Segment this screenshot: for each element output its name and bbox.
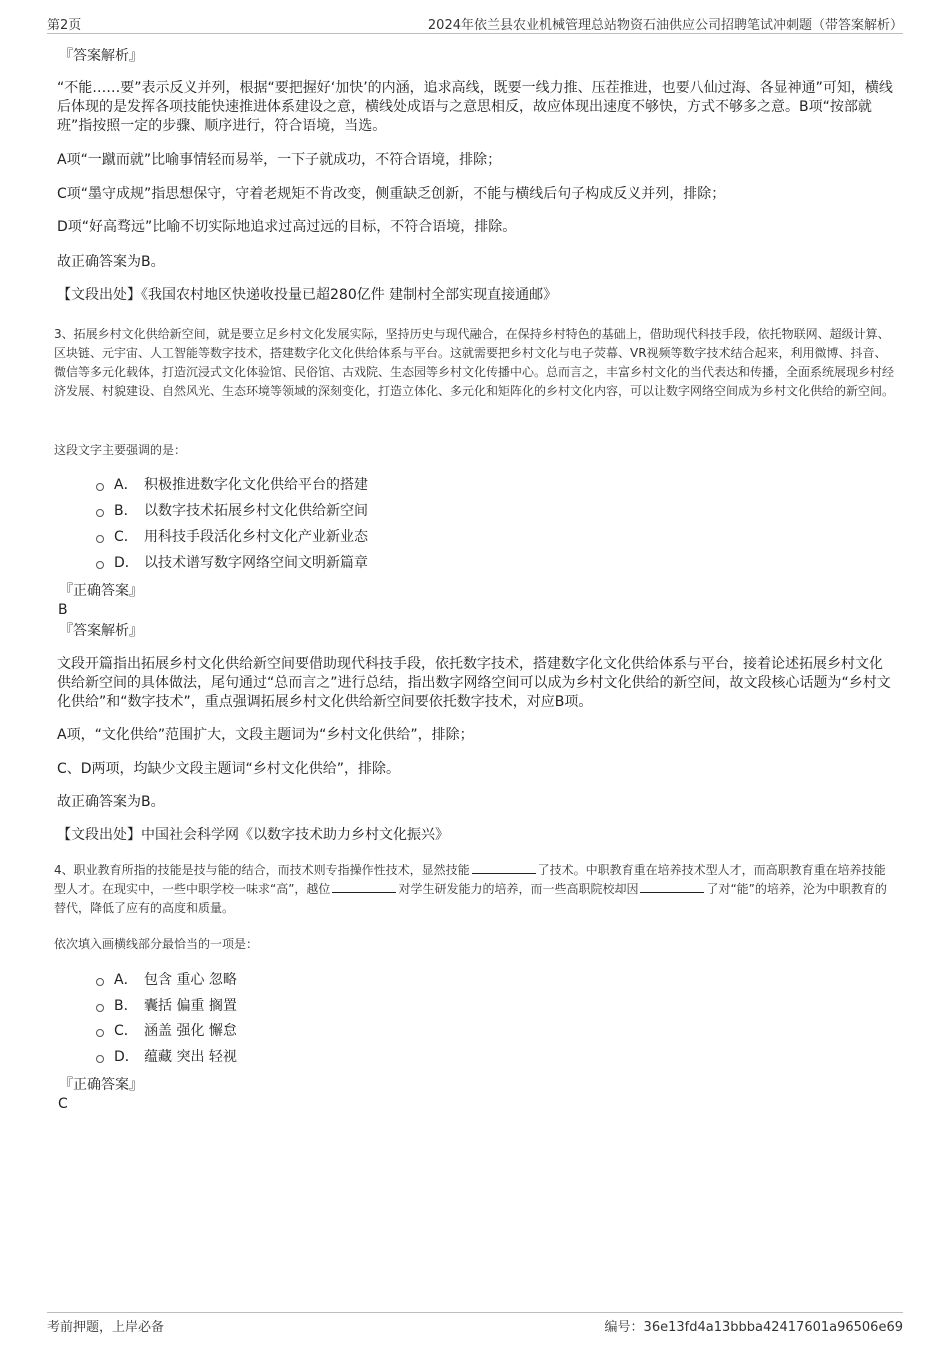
- option-text: 以技术谱写数字网络空间文明新篇章: [144, 555, 368, 571]
- analysis-paragraph: C、D两项，均缺少文段主题词“乡村文化供给”，排除。: [57, 761, 401, 777]
- stem-text: 了对“能”的培养，沦为中职教育的替代，降低了应有的高度和质量。: [54, 882, 887, 915]
- analysis-paragraph: C项“墨守成规”指思想保守，守着老规矩不肯改变，侧重缺乏创新，不能与横线后句子构成反义并列，排除；: [57, 186, 726, 202]
- option-letter: A．: [114, 972, 138, 988]
- analysis-paragraph: 文段开篇指出拓展乡村文化供给新空间要借助现代科技手段，依托数字技术，搭建数字化文化供给体系与平台，接着论述拓展乡村文化供给新空间的具体做法，尾句通过“总而言之”进行总结，指出数字网络空间可以成为乡村文化供给的新空间，故文段核心话题为“乡村文化供给”和“数字技术”，重点强调拓展乡村文化供给新空间要依托数字技术，对应B项。: [57, 656, 891, 710]
- radio-icon[interactable]: [96, 1055, 104, 1063]
- stem-text: 4、职业教育所指的技能是技与能的结合，而技术则专指操作性技术，显然技能: [54, 863, 470, 877]
- blank-line[interactable]: [332, 880, 396, 893]
- option-a[interactable]: [96, 971, 237, 989]
- option-text: 包含 重心 忽略: [144, 972, 237, 988]
- radio-icon[interactable]: [96, 1004, 104, 1012]
- blank-line[interactable]: [640, 880, 704, 893]
- option-text: 以数字技术拓展乡村文化供给新空间: [144, 503, 368, 519]
- analysis-paragraph: D项“好高骛远”比喻不切实际地追求过高过远的目标，不符合语境，排除。: [57, 219, 517, 235]
- option-letter: B．: [114, 998, 138, 1014]
- option-text: 用科技手段活化乡村文化产业新业态: [144, 529, 368, 545]
- analysis-conclusion: 故正确答案为B。: [57, 794, 165, 810]
- radio-icon[interactable]: [96, 535, 104, 543]
- option-d[interactable]: [96, 554, 368, 572]
- option-b[interactable]: [96, 502, 368, 520]
- blank-line[interactable]: [472, 861, 536, 874]
- option-letter: A．: [114, 477, 138, 493]
- correct-answer-label: 『正确答案』: [59, 583, 143, 599]
- option-c[interactable]: [96, 528, 368, 546]
- radio-icon[interactable]: [96, 483, 104, 491]
- analysis-conclusion: 故正确答案为B。: [57, 254, 165, 270]
- page-header: [47, 13, 903, 34]
- correct-answer: C: [58, 1096, 68, 1112]
- analysis-label: 『答案解析』: [59, 48, 143, 64]
- option-letter: D．: [114, 1049, 139, 1065]
- option-c[interactable]: [96, 1022, 237, 1040]
- radio-icon[interactable]: [96, 1029, 104, 1037]
- option-a[interactable]: [96, 476, 368, 494]
- option-text: 蕴藏 突出 轻视: [144, 1049, 237, 1065]
- analysis-paragraph: “不能……要”表示反义并列，根据“要把握好‘加快’的内涵，追求高线，既要一线力推、压茬推进，也要八仙过海、各显神通”可知，横线后体现的是发挥各项技能快速推进体系建设之意，横线处成语与之意思相反，故应体现出速度不够快，方式不够多之意。B项“按部就班”指按照一定的步骤、顺序进行，符合语境，当选。: [57, 80, 893, 134]
- option-text: 涵盖 强化 懈怠: [144, 1023, 237, 1039]
- analysis-label: 『答案解析』: [59, 623, 143, 639]
- footer-slogan: 考前押题，上岸必备: [47, 1320, 165, 1335]
- option-letter: C．: [114, 529, 138, 545]
- correct-answer: B: [58, 602, 68, 618]
- question-stem: 3、拓展乡村文化供给新空间，就是要立足乡村文化发展实际，坚持历史与现代融合，在保持乡村特色的基础上，借助现代科技手段，依托物联网、超级计算、区块链、元宇宙、人工智能等数字技术，搭建数字化文化供给体系与平台。这就需要把乡村文化与电子荧幕、VR视频等数字技术结合起来，利用微博、抖音、微信等多元化载体，打造沉浸式文化体验馆、民俗馆、古戏院、生态园等乡村文化传播中心。总而言之，丰富乡村文化的当代表达和传播，全面系统展现乡村经济发展、村貌建设、自然风光、生态环境等领域的深刻变化，打造立体化、多元化和矩阵化的乡村文化内容，可以让数字网络空间成为乡村文化供给的新空间。: [54, 327, 895, 398]
- stem-text: 对学生研发能力的培养，而一些高职院校却因: [398, 882, 639, 896]
- source-citation: 【文段出处】《我国农村地区快递收投量已超280亿件 建制村全部实现直接通邮》: [57, 287, 558, 303]
- question-prompt: 这段文字主要强调的是：: [54, 443, 187, 457]
- stem-text: 了技术。中职教育重在培养技术型人才，而高职教育重在培养技能型人才。在现实中，一些中职学校一味求“高”，越位: [54, 863, 886, 896]
- question-prompt: 依次填入画横线部分最恰当的一项是：: [54, 937, 259, 951]
- option-letter: D．: [114, 555, 139, 571]
- page-footer: [47, 1312, 903, 1335]
- option-letter: B．: [114, 503, 138, 519]
- option-d[interactable]: [96, 1048, 237, 1066]
- analysis-paragraph: A项，“文化供给”范围扩大，文段主题词为“乡村文化供给”，排除；: [57, 727, 474, 743]
- radio-icon[interactable]: [96, 978, 104, 986]
- document-title: 2024年依兰县农业机械管理总站物资石油供应公司招聘笔试冲刺题（带答案解析）: [427, 18, 903, 33]
- option-b[interactable]: [96, 997, 237, 1015]
- question-stem: [54, 861, 897, 918]
- correct-answer-label: 『正确答案』: [59, 1077, 143, 1093]
- option-letter: C．: [114, 1023, 138, 1039]
- radio-icon[interactable]: [96, 509, 104, 517]
- document-id: 编号：36e13fd4a13bbba42417601a96506e69: [604, 1320, 903, 1335]
- analysis-paragraph: A项“一蹴而就”比喻事情轻而易举，一下子就成功，不符合语境，排除；: [57, 152, 502, 168]
- source-citation: 【文段出处】中国社会科学网《以数字技术助力乡村文化振兴》: [57, 827, 449, 843]
- radio-icon[interactable]: [96, 561, 104, 569]
- option-text: 囊括 偏重 搁置: [144, 998, 237, 1014]
- option-text: 积极推进数字化文化供给平台的搭建: [144, 477, 368, 493]
- page-number: 第2页: [47, 18, 82, 33]
